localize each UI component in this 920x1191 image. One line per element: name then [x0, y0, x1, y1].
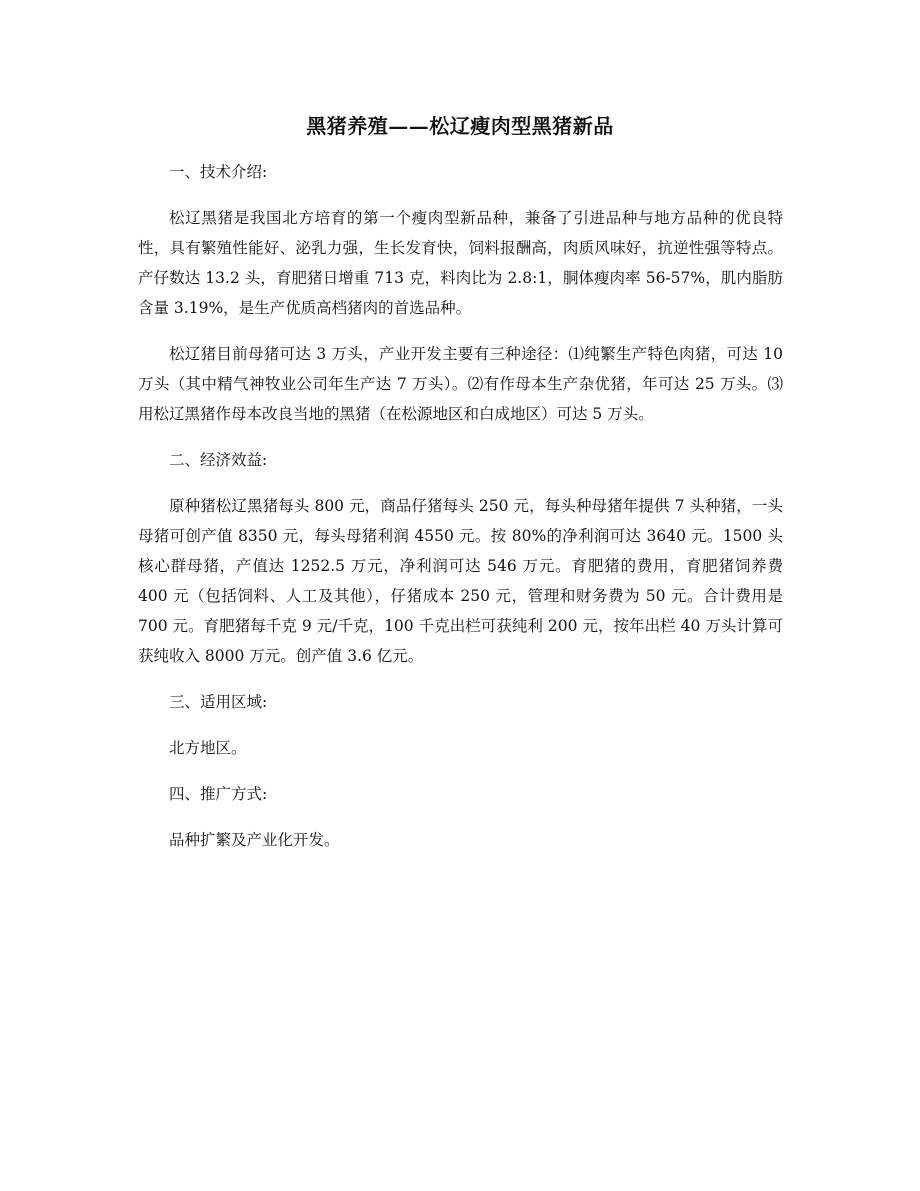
- paragraph-region: 北方地区。: [169, 739, 247, 757]
- section-heading-tech: 一、技术介绍:: [169, 163, 268, 181]
- paragraph-economics: 原种猪松辽黑猪每头 800 元，商品仔猪每头 250 元，每头种母猪年提供 7 头种猪，一头母猪可创产值 8350 元，每头母猪利润 4550 元。按 80%的净利润可达 3640 元。1500 头核心群母猪，产值达 1252.5 万元，净利润可达 546 万元。育肥猪的费用，育肥猪饲养费 400 元（包括饲料、人工及其他），仔猪成本 250 元，管理和财务费为 50 元。合计费用是 700 元。育肥猪每千克 9 元/千克，100 千克出栏可获纯利 200 元，按年出栏 40 万头计算可获纯收入 8000 万元。创产值 3.6 亿元。: [138, 497, 783, 665]
- document-body: [138, 157, 783, 871]
- paragraph-promotion: 品种扩繁及产业化开发。: [169, 831, 340, 849]
- document-title: 黑猪养殖——松辽瘦肉型黑猪新品: [306, 114, 614, 138]
- section-heading-economics: 二、经济效益:: [169, 451, 268, 469]
- section-heading-promotion: 四、推广方式:: [169, 785, 268, 803]
- section-heading-region: 三、适用区域:: [169, 693, 268, 711]
- paragraph-tech-intro: 松辽黑猪是我国北方培育的第一个瘦肉型新品种，兼备了引进品种与地方品种的优良特性，具有繁殖性能好、泌乳力强，生长发育快，饲料报酬高，肉质风味好，抗逆性强等特点。产仔数达 13.2 头，育肥猪日增重 713 克，料肉比为 2.8:1，胴体瘦肉率 56-57%，肌内脂肪含量 3.19%，是生产优质高档猪肉的首选品种。: [138, 209, 783, 317]
- paragraph-tech-development: 松辽猪目前母猪可达 3 万头，产业开发主要有三种途径：⑴纯繁生产特色肉猪，可达 10 万头（其中精气神牧业公司年生产达 7 万头）。⑵有作母本生产杂优猪，年可达 25 万头。⑶用松辽黑猪作母本改良当地的黑猪（在松源地区和白成地区）可达 5 万头。: [138, 345, 783, 423]
